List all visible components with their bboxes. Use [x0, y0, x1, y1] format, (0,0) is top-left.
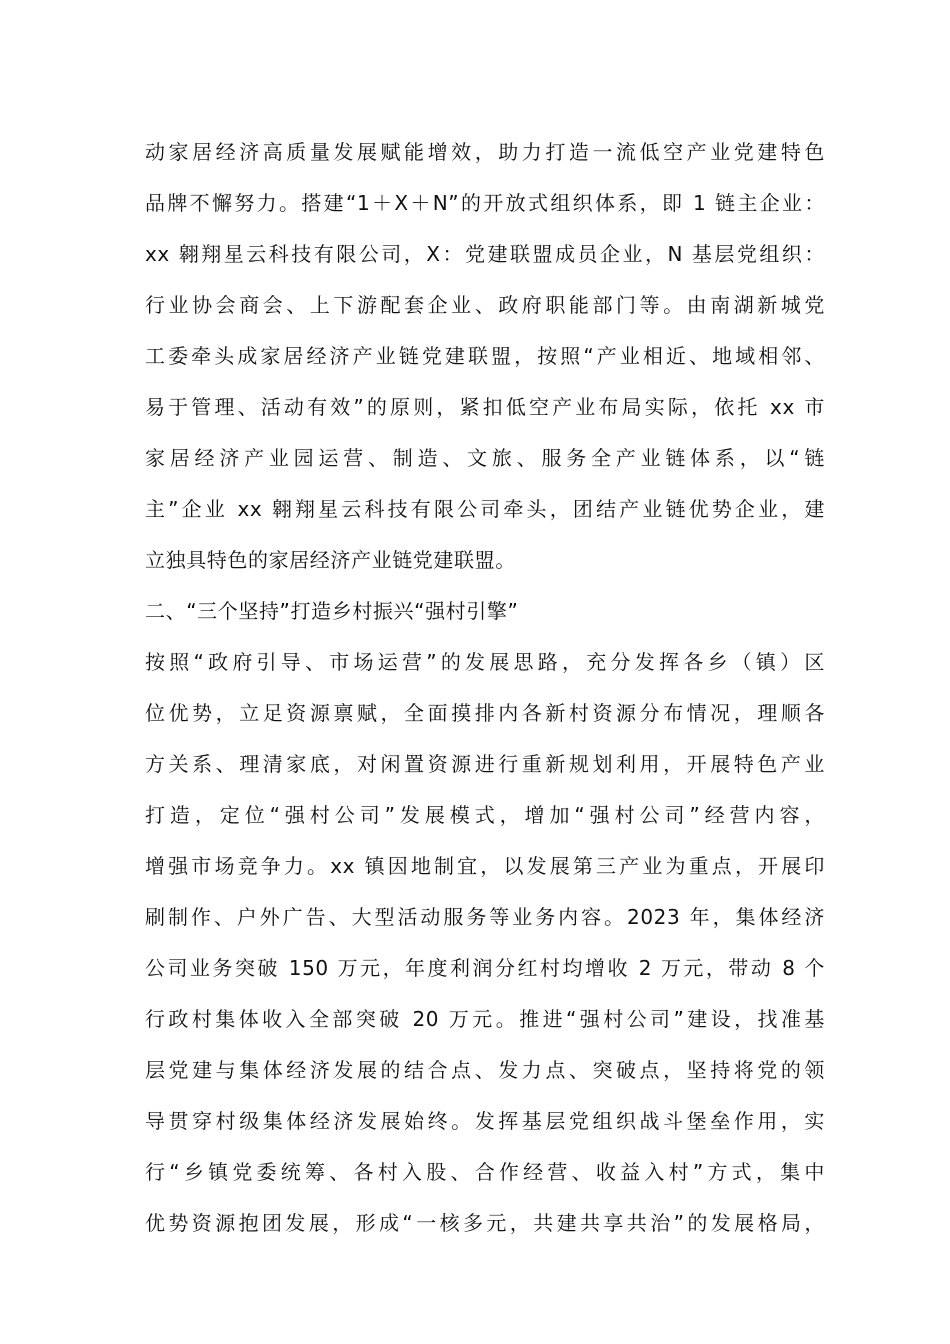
paragraph-line: 行政村集体收入全部突破 20 万元。推进“强村公司”建设，找准基	[145, 1007, 825, 1031]
paragraph-line: 品牌不懈努力。搭建“1＋X＋N”的开放式组织体系，即 1 链主企业：	[145, 191, 825, 215]
paragraph-line: 工委牵头成家居经济产业链党建联盟，按照“产业相近、地域相邻、	[145, 344, 825, 368]
paragraph-line: 刷制作、户外广告、大型活动服务等业务内容。2023 年，集体经济	[145, 905, 825, 929]
paragraph-line: 增强市场竞争力。xx 镇因地制宜，以发展第三产业为重点，开展印	[145, 854, 825, 878]
paragraph-line: 公司业务突破 150 万元，年度利润分红村均增收 2 万元，带动 8 个	[145, 956, 825, 980]
paragraph-line: 动家居经济高质量发展赋能增效，助力打造一流低空产业党建特色	[145, 140, 825, 164]
section-heading: 二、“三个坚持”打造乡村振兴“强村引擎”	[145, 599, 519, 623]
paragraph-line: 家居经济产业园运营、制造、文旅、服务全产业链体系，以“链	[145, 446, 825, 470]
paragraph-line: 优势资源抱团发展，形成“一核多元，共建共享共治”的发展格局，	[145, 1211, 825, 1235]
paragraph-line: 立独具特色的家居经济产业链党建联盟。	[145, 548, 516, 572]
paragraph-line: 行业协会商会、上下游配套企业、政府职能部门等。由南湖新城党	[145, 293, 825, 317]
paragraph-line: 易于管理、活动有效”的原则，紧扣低空产业布局实际，依托 xx 市	[145, 395, 825, 419]
paragraph-line: 主”企业 xx 翱翔星云科技有限公司牵头，团结产业链优势企业，建	[145, 497, 825, 521]
paragraph-line: 方关系、理清家底，对闲置资源进行重新规划利用，开展特色产业	[145, 752, 825, 776]
document-body	[145, 127, 825, 1249]
paragraph-line: 位优势，立足资源禀赋，全面摸排内各新村资源分布情况，理顺各	[145, 701, 825, 725]
paragraph-line: 按照“政府引导、市场运营”的发展思路，充分发挥各乡（镇）区	[145, 650, 825, 674]
paragraph-line: 层党建与集体经济发展的结合点、发力点、突破点，坚持将党的领	[145, 1058, 825, 1082]
paragraph-line: 行“乡镇党委统筹、各村入股、合作经营、收益入村”方式，集中	[145, 1160, 825, 1184]
paragraph-line: xx 翱翔星云科技有限公司，X：党建联盟成员企业，N 基层党组织：	[145, 242, 825, 266]
paragraph-line: 导贯穿村级集体经济发展始终。发挥基层党组织战斗堡垒作用，实	[145, 1109, 825, 1133]
paragraph-line: 打造，定位“强村公司”发展模式，增加“强村公司”经营内容，	[145, 803, 825, 827]
